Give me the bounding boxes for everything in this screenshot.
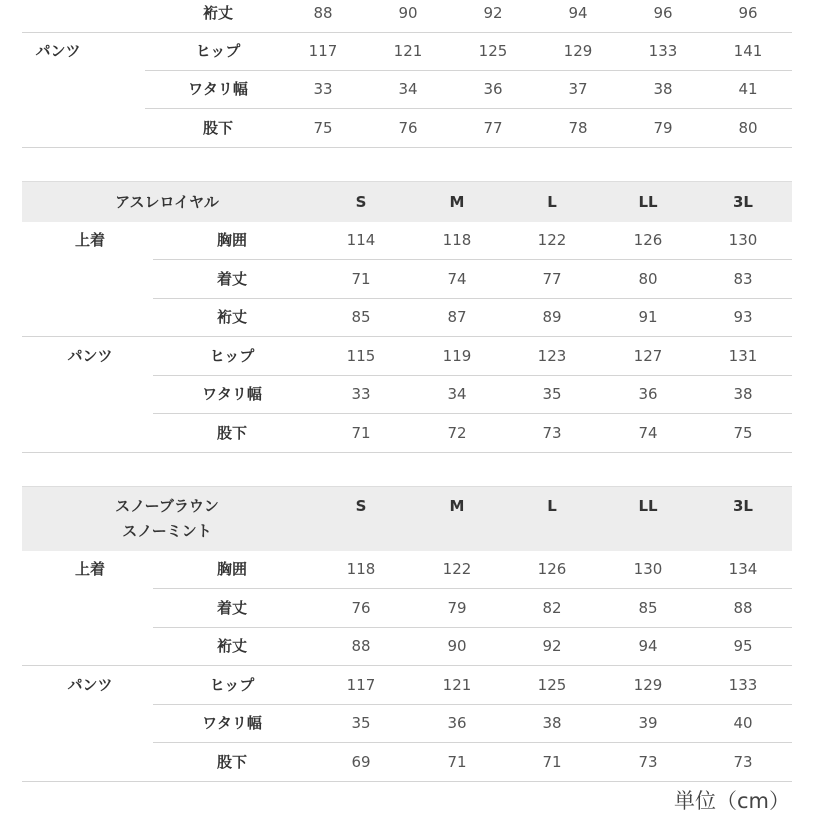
cell-value: 79 (653, 119, 673, 137)
cell-value: 83 (733, 269, 753, 288)
cell-value: 133 (648, 42, 678, 60)
row-label: ワタリ幅 (202, 714, 262, 733)
row-label: 股下 (216, 753, 247, 771)
cell-value: 35 (351, 714, 371, 733)
cell-value: 76 (351, 598, 371, 617)
table-row (0, 0, 813, 32)
cell-value: 121 (442, 675, 472, 694)
cell-value: 38 (542, 714, 562, 733)
table-row (0, 221, 813, 259)
cell-value: 92 (483, 4, 503, 22)
cell-value: 119 (442, 346, 472, 365)
cell-value: 88 (733, 598, 753, 617)
row-label: 股下 (202, 119, 233, 137)
cell-value: 34 (398, 80, 418, 98)
cell-value: 117 (308, 42, 338, 60)
cell-value: 33 (351, 385, 371, 404)
cell-value: 87 (447, 308, 467, 327)
cell-value: 71 (542, 753, 562, 771)
cell-value: 77 (542, 269, 562, 288)
cell-value: 38 (653, 80, 673, 98)
row-label: 着丈 (216, 269, 247, 288)
cell-value: 34 (447, 385, 467, 404)
cell-value: 77 (483, 119, 503, 137)
title-line: スノーミント (122, 522, 212, 540)
table-row (0, 550, 813, 588)
cell-value: 75 (313, 119, 333, 137)
cell-value: 123 (537, 346, 567, 365)
cell-value: 88 (313, 4, 333, 22)
cell-value: 35 (542, 385, 562, 404)
row-label: 胸囲 (216, 231, 247, 249)
table-header (22, 486, 792, 551)
cell-value: 36 (483, 80, 503, 98)
cell-value: 40 (733, 714, 753, 733)
row-label: 裄丈 (216, 637, 247, 656)
cell-value: 92 (542, 637, 562, 656)
table-row (0, 589, 813, 627)
cell-value: 69 (351, 753, 371, 771)
cell-value: 96 (738, 4, 758, 22)
row-label: ワタリ幅 (202, 385, 262, 404)
title-line: アスレロイヤル (115, 192, 219, 211)
cell-value: 131 (728, 346, 758, 365)
group-label: パンツ (35, 42, 81, 60)
cell-value: 74 (447, 269, 467, 288)
cell-value: 85 (638, 598, 658, 617)
cell-value: 41 (738, 80, 758, 98)
group-label: 上着 (74, 560, 105, 578)
cell-value: 36 (638, 385, 658, 404)
size-header: 3L (733, 193, 753, 211)
cell-value: 36 (447, 714, 467, 733)
size-header: S (355, 497, 367, 515)
cell-value: 79 (447, 598, 467, 617)
table-title (22, 190, 312, 215)
cell-value: 90 (398, 4, 418, 22)
cell-value: 82 (542, 598, 562, 617)
cell-value: 118 (346, 560, 376, 578)
cell-value: 80 (638, 269, 658, 288)
cell-value: 134 (728, 560, 758, 578)
table-row (0, 704, 813, 742)
size-header: M (449, 193, 465, 211)
cell-value: 127 (633, 346, 663, 365)
cell-value: 73 (733, 753, 753, 771)
cell-value: 121 (393, 42, 423, 60)
table-row (0, 260, 813, 298)
table-row (0, 109, 813, 147)
cell-value: 38 (733, 385, 753, 404)
cell-value: 115 (346, 346, 376, 365)
group-label: パンツ (67, 346, 113, 365)
row-divider (22, 147, 792, 148)
cell-value: 93 (733, 308, 753, 327)
cell-value: 73 (638, 753, 658, 771)
cell-value: 94 (568, 4, 588, 22)
cell-value: 125 (537, 675, 567, 694)
cell-value: 126 (537, 560, 567, 578)
group-label: パンツ (67, 675, 113, 694)
cell-value: 130 (633, 560, 663, 578)
cell-value: 71 (351, 269, 371, 288)
size-header: L (547, 193, 557, 211)
row-divider (22, 781, 792, 782)
cell-value: 33 (313, 80, 333, 98)
size-header: L (547, 497, 557, 515)
table-row (0, 298, 813, 336)
cell-value: 91 (638, 308, 658, 327)
cell-value: 95 (733, 637, 753, 656)
cell-value: 39 (638, 714, 658, 733)
cell-value: 114 (346, 231, 376, 249)
row-label: 胸囲 (216, 560, 247, 578)
cell-value: 90 (447, 637, 467, 656)
table-row (0, 666, 813, 704)
cell-value: 72 (447, 424, 467, 442)
cell-value: 73 (542, 424, 562, 442)
table-row (0, 32, 813, 70)
cell-value: 129 (633, 675, 663, 694)
row-divider (22, 452, 792, 453)
cell-value: 133 (728, 675, 758, 694)
table-row (0, 375, 813, 413)
unit-label: 単位（cm） (673, 789, 790, 813)
row-label: 裄丈 (216, 308, 247, 327)
cell-value: 141 (733, 42, 763, 60)
table-row (0, 414, 813, 452)
size-header: LL (638, 193, 658, 211)
row-label: ヒップ (195, 42, 241, 60)
table-row (0, 337, 813, 375)
table-row (0, 627, 813, 665)
row-label: ヒップ (209, 675, 255, 694)
table-header (22, 181, 792, 222)
size-header: LL (638, 497, 658, 515)
size-header: M (449, 497, 465, 515)
cell-value: 85 (351, 308, 371, 327)
table-row (0, 743, 813, 781)
cell-value: 129 (563, 42, 593, 60)
cell-value: 118 (442, 231, 472, 249)
cell-value: 130 (728, 231, 758, 249)
row-label: ヒップ (209, 346, 255, 365)
cell-value: 78 (568, 119, 588, 137)
cell-value: 74 (638, 424, 658, 442)
cell-value: 88 (351, 637, 371, 656)
cell-value: 71 (447, 753, 467, 771)
cell-value: 75 (733, 424, 753, 442)
table-row (0, 70, 813, 108)
row-label: 股下 (216, 424, 247, 442)
title-line: スノーブラウン (115, 497, 219, 515)
cell-value: 96 (653, 4, 673, 22)
row-label: 着丈 (216, 598, 247, 617)
cell-value: 80 (738, 119, 758, 137)
cell-value: 117 (346, 675, 376, 694)
cell-value: 76 (398, 119, 418, 137)
cell-value: 122 (537, 231, 567, 249)
cell-value: 71 (351, 424, 371, 442)
cell-value: 126 (633, 231, 663, 249)
cell-value: 37 (568, 80, 588, 98)
table-title (22, 494, 312, 544)
cell-value: 122 (442, 560, 472, 578)
cell-value: 94 (638, 637, 658, 656)
row-label: ワタリ幅 (188, 80, 248, 98)
cell-value: 125 (478, 42, 508, 60)
size-header: S (355, 193, 367, 211)
size-header: 3L (733, 497, 753, 515)
cell-value: 89 (542, 308, 562, 327)
group-label: 上着 (74, 231, 105, 249)
row-label: 裄丈 (202, 4, 233, 22)
